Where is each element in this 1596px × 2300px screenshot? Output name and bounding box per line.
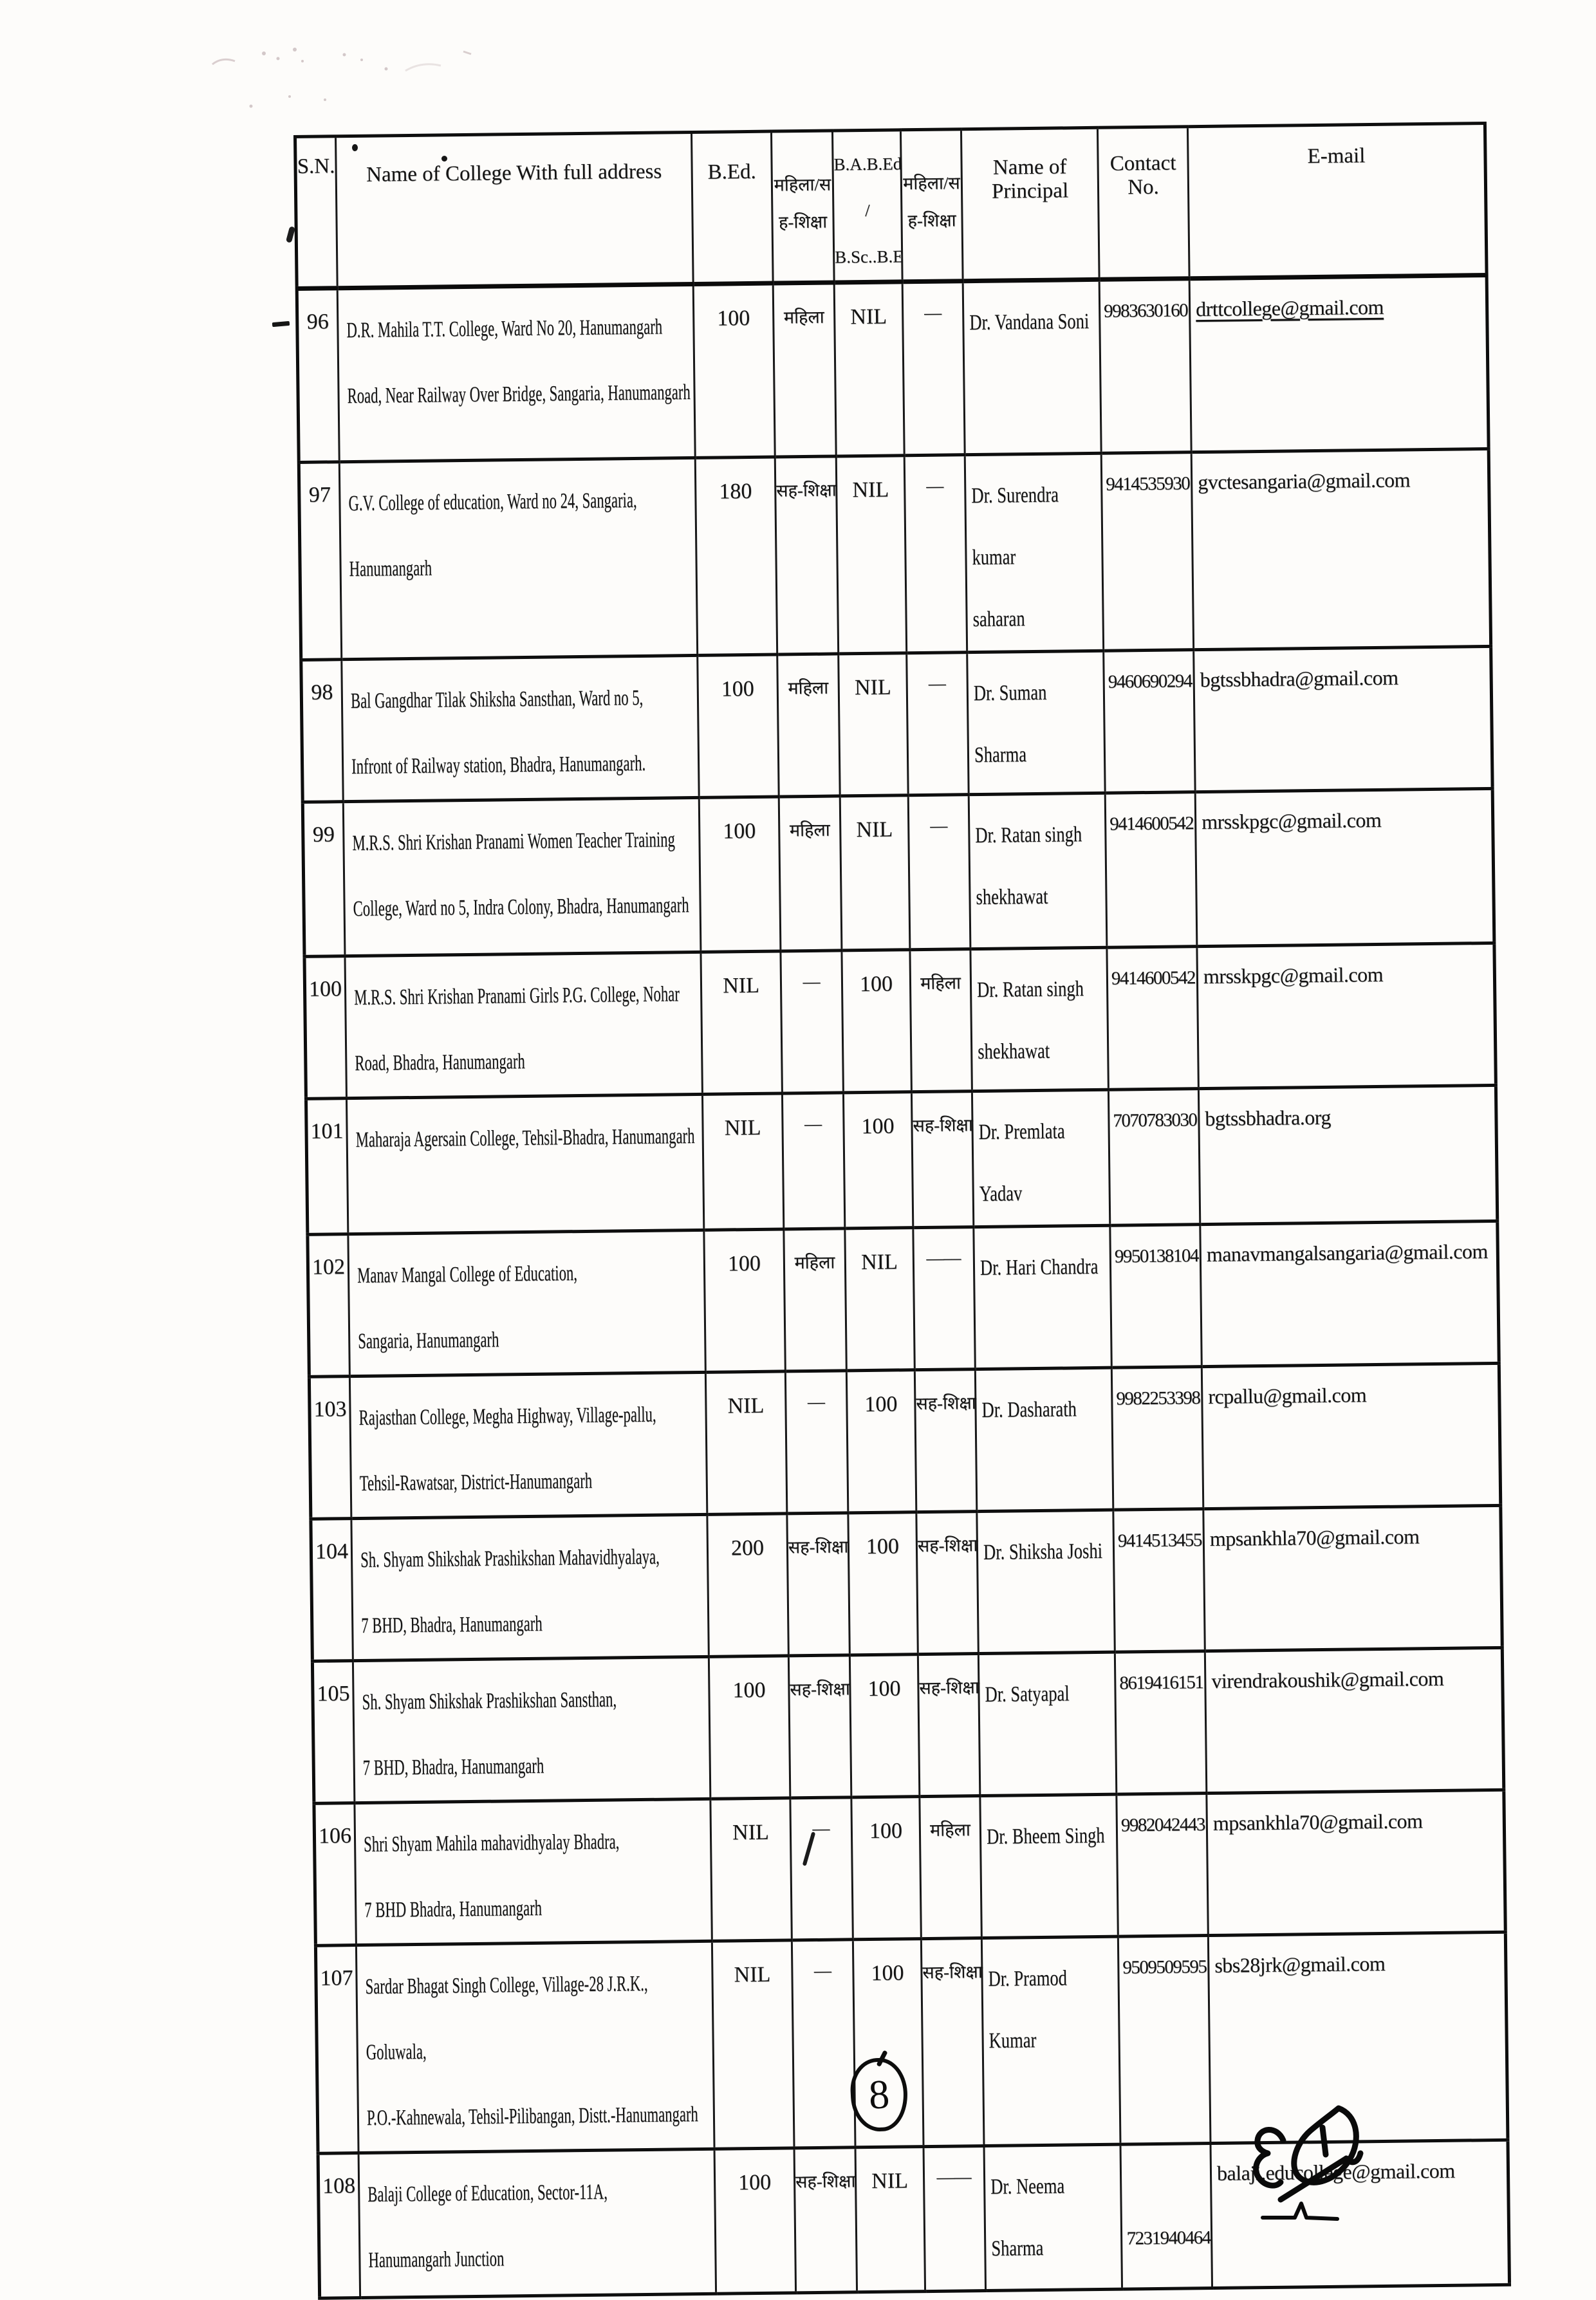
cell-babed: 100 (849, 1655, 920, 1797)
col-header-type-1: महिला/स ह-शिक्षा (771, 131, 834, 283)
signature-mark (1243, 2101, 1398, 2229)
cell-college-text: Rajasthan College, Megha Highway, Village-pallu, Tehsil-Rawatsar, District-Hanumangarh (358, 1402, 656, 1496)
cell-sn: 107 (315, 1945, 358, 2154)
cell-college-text: D.R. Mahila T.T. College, Ward No 20, Hanumangarh Road, Near Railway Over Bridge, Sangaria, Hanumangarh (346, 315, 691, 409)
col-header-contact: Contact No. (1097, 127, 1189, 280)
table-row (302, 788, 1494, 956)
col-header-babed: B.A.B.Ed / B.Sc..B.E (832, 130, 902, 283)
col-header-sn: S.N. (295, 136, 338, 289)
table-row (314, 1790, 1505, 1945)
cell-type2: — (902, 281, 965, 456)
cell-college-text: Sh. Shyam Shikshak Prashikshan Sansthan, 7 BHD, Bhadra, Hanumangarh (362, 1687, 617, 1780)
cell-babed: NIL (836, 456, 906, 654)
college-table (293, 122, 1511, 2300)
cell-sn: 108 (318, 2153, 360, 2299)
cell-email: sbs28jrk@gmail.com (1208, 1932, 1508, 2143)
cell-college (337, 284, 695, 461)
cell-babed: NIL (839, 653, 909, 796)
cell-bed: NIL (702, 1093, 783, 1230)
cell-college (349, 1372, 707, 1518)
cell-type1: — (792, 1940, 855, 2148)
cell-contact: 9414600542 (1107, 947, 1198, 1090)
cell-babed: 100 (846, 1370, 916, 1513)
cell-college (345, 952, 702, 1098)
cell-type2: — (904, 455, 967, 653)
cell-college-text: Shri Shyam Mahila mahavidhyalay Bhadra, 7 BHD Bhadra, Hanumangarh (363, 1830, 620, 1922)
cell-type1: सह-शिक्षा (788, 1655, 851, 1798)
cell-type1: महिला (773, 283, 836, 457)
cell-principal-text: Dr. Suman Sharma (973, 680, 1047, 768)
cell-contact: 8619416151 (1115, 1651, 1206, 1795)
cell-type1: सह-शिक्षा (787, 1513, 850, 1656)
cell-college-text: Sh. Shyam Shikshak Prashikshan Mahavidhyalaya, 7 BHD, Bhadra, Hanumangarh (360, 1544, 660, 1638)
cell-type1: — (782, 1093, 844, 1229)
cell-college-text: Maharaja Agersain College, Tehsil-Bhadra, Hanumangarh (355, 1124, 695, 1153)
cell-principal-text: Dr. Pramod Kumar (988, 1966, 1068, 2053)
cell-babed: 100 (843, 1092, 913, 1229)
cell-college (348, 1230, 705, 1376)
cell-babed: 100 (851, 1797, 922, 1940)
cell-contact: 7070783030 (1108, 1089, 1200, 1226)
col-header-email: E-mail (1187, 123, 1487, 278)
cell-college (342, 655, 699, 801)
cell-college (353, 1656, 710, 1803)
cell-email: virendrakoushik@gmail.com (1205, 1647, 1503, 1793)
cell-sn: 99 (302, 802, 345, 957)
cell-principal-text: Dr. Neema Sharma (990, 2174, 1065, 2261)
cell-college (358, 2149, 716, 2297)
cell-email: mpsankhla70@gmail.com (1203, 1505, 1502, 1651)
col-header-principal: Name of Principal (961, 127, 1099, 281)
cell-contact: 9414600542 (1105, 792, 1197, 948)
cell-type1: — (781, 951, 844, 1093)
page-number: 8 (868, 2071, 891, 2118)
cell-principal-text: Dr. Premlata Yadav (978, 1119, 1065, 1207)
cell-type2: — (907, 653, 969, 795)
cell-sn: 100 (304, 956, 347, 1099)
cell-bed: 100 (693, 283, 775, 458)
cell-college-text: Bal Gangdhar Tilak Shiksha Sansthan, Ward no 5, Infront of Railway station, Bhadra, Hanumangarh. (350, 685, 646, 779)
cell-babed: NIL (834, 282, 904, 456)
cell-principal (967, 651, 1105, 794)
cell-principal (978, 1652, 1116, 1795)
cell-college-text: G.V. College of education, Ward no 24, Sangaria, Hanumangarh (348, 488, 637, 582)
cell-type2: सह-शिक्षा (918, 1654, 980, 1797)
cell-principal-text: Dr. Dasharath (981, 1397, 1077, 1422)
cell-email: balaji.educollege@gmail.com (1211, 2140, 1510, 2288)
table-row (297, 275, 1489, 462)
cell-principal (981, 1936, 1120, 2146)
table-row (301, 646, 1492, 802)
cell-email: manavmangalsangaria@gmail.com (1200, 1221, 1499, 1366)
cell-type2: सह-शिक्षा (921, 1938, 984, 2147)
cell-college (346, 1094, 703, 1234)
cell-college (339, 458, 697, 659)
college-table-wrap (293, 122, 1511, 2300)
cell-type2: —— (913, 1227, 976, 1370)
cell-bed: 100 (699, 797, 781, 952)
cell-college (355, 1799, 712, 1945)
col-header-type-2: महिला/स ह-शिक्षा (900, 129, 963, 282)
cell-sn: 98 (301, 660, 344, 802)
cell-type2: — (908, 795, 970, 950)
cell-principal-text: Dr. Ratan singh shekhawat (976, 977, 1084, 1064)
table-row (308, 1221, 1499, 1377)
cell-bed: 100 (709, 1656, 790, 1799)
cell-contact: 9509509595 (1118, 1936, 1211, 2145)
cell-principal (974, 1225, 1111, 1369)
cell-sn: 101 (306, 1099, 348, 1235)
cell-email: drttcollege@gmail.com (1189, 275, 1489, 452)
cell-principal (969, 793, 1107, 949)
cell-principal-text: Dr. Bheem Singh (986, 1823, 1105, 1849)
cell-email: rcpallu@gmail.com (1202, 1363, 1500, 1508)
cell-contact: 9983630160 (1099, 279, 1191, 454)
cell-babed: 100 (848, 1512, 918, 1655)
cell-type2: सह-शिक्षा (914, 1369, 977, 1512)
cell-babed: NIL (855, 2147, 925, 2292)
cell-principal (984, 2144, 1122, 2290)
cell-principal (970, 947, 1108, 1091)
cell-principal (977, 1510, 1115, 1653)
cell-babed: NIL (845, 1228, 915, 1371)
cell-sn: 104 (311, 1519, 353, 1662)
cell-type1: — (790, 1797, 853, 1940)
cell-babed: 100 (853, 1939, 923, 2147)
cell-college-text: M.R.S. Shri Krishan Pranami Girls P.G. College, Nohar Road, Bhadra, Hanumangarh (354, 982, 680, 1076)
cell-contact: 9414535930 (1101, 452, 1193, 651)
cell-college-text: M.R.S. Shri Krishan Pranami Women Teacher Training College, Ward no 5, Indra Colony, Bhadra, Hanumangarh (352, 828, 689, 922)
cell-contact: 7231940464 (1120, 2144, 1212, 2290)
cell-type2: महिला (920, 1796, 982, 1939)
cell-bed: 180 (695, 457, 777, 655)
cell-email: mpsankhla70@gmail.com (1207, 1790, 1505, 1935)
cell-principal-text: Dr. Hari Chandra (979, 1254, 1099, 1281)
cell-principal (972, 1090, 1109, 1227)
cell-email: bgtssbhadra.org (1198, 1085, 1497, 1224)
cell-sn: 105 (312, 1661, 355, 1804)
cell-college-text: Manav Mangal College of Education, Sangaria, Hanumangarh (357, 1261, 578, 1353)
cell-college (356, 1941, 714, 2153)
table-row (299, 449, 1490, 660)
cell-college (343, 797, 701, 956)
cell-college (351, 1514, 709, 1660)
cell-sn: 106 (314, 1803, 357, 1946)
cell-bed: NIL (701, 951, 782, 1094)
cell-babed: NIL (840, 795, 910, 951)
cell-bed: 200 (707, 1514, 788, 1656)
pencil-scribble (193, 35, 502, 125)
cell-contact: 9460690294 (1104, 650, 1195, 793)
cell-email: bgtssbhadra@gmail.com (1194, 646, 1492, 792)
cell-sn: 103 (309, 1377, 351, 1519)
cell-sn: 96 (297, 288, 339, 463)
cell-principal (963, 279, 1101, 454)
cell-bed: NIL (710, 1798, 792, 1941)
table-row (312, 1647, 1503, 1803)
cell-contact: 9950138104 (1110, 1225, 1202, 1368)
cell-type2: सह-शिक्षा (916, 1512, 979, 1655)
cell-principal-text: Dr. Vandana Soni (969, 309, 1090, 335)
cell-email: mrsskpgc@gmail.com (1195, 788, 1494, 946)
cell-college-text: Balaji College of Education, Sector-11A, Hanumangarh Junction (367, 2180, 608, 2272)
table-body (297, 275, 1509, 2298)
cell-type2: —— (923, 2146, 986, 2292)
cell-principal (975, 1368, 1113, 1511)
cell-bed: NIL (705, 1371, 786, 1514)
cell-bed: NIL (712, 1940, 794, 2149)
cell-contact: 9414513455 (1113, 1509, 1205, 1653)
table-row (306, 1085, 1497, 1234)
cell-principal-text: Dr. Satyapal (985, 1682, 1070, 1707)
cell-email: gvctesangaria@gmail.com (1191, 449, 1490, 649)
cell-type1: सह-शिक्षा (794, 2147, 857, 2293)
stray-dash-mark (272, 321, 290, 327)
cell-principal-text: Dr. Shiksha Joshi (983, 1539, 1103, 1564)
cell-contact: 9982253398 (1111, 1367, 1203, 1510)
cell-principal-text: Dr. Surendra kumar saharan (971, 483, 1059, 632)
cell-bed: 100 (714, 2148, 796, 2294)
cell-contact: 9982042443 (1117, 1794, 1208, 1937)
cell-babed: 100 (842, 950, 912, 1093)
cell-principal (965, 453, 1103, 652)
cell-sn: 97 (299, 462, 341, 660)
cell-email: mrsskpgc@gmail.com (1197, 943, 1496, 1088)
table-row (304, 943, 1496, 1099)
header-row (295, 123, 1487, 288)
cell-type1: महिला (779, 796, 842, 951)
cell-principal-text: Dr. Ratan singh shekhawat (975, 822, 1082, 910)
col-header-bed: B.Ed. (691, 131, 773, 284)
cell-bed: 100 (704, 1229, 785, 1372)
cell-type2: महिला (910, 949, 972, 1092)
cell-type1: महिला (784, 1229, 847, 1371)
cell-type1: महिला (777, 654, 840, 797)
table-row (309, 1363, 1500, 1519)
cell-type1: — (785, 1371, 848, 1514)
cell-type2: सह-शिक्षा (911, 1091, 973, 1228)
cell-sn: 102 (308, 1234, 350, 1377)
cell-college-text: Sardar Bhagat Singh College, Village-28 J.R.K., Goluwala, P.O.-Kahnewala, Tehsil-Pilibangan, Distt.-Hanumangarh (365, 1971, 698, 2130)
cell-bed: 100 (698, 654, 779, 797)
cell-type1: सह-शिक्षा (775, 456, 838, 654)
col-header-college: Name of College With full address (336, 132, 694, 288)
cell-principal (980, 1794, 1118, 1938)
table-row (311, 1505, 1502, 1661)
